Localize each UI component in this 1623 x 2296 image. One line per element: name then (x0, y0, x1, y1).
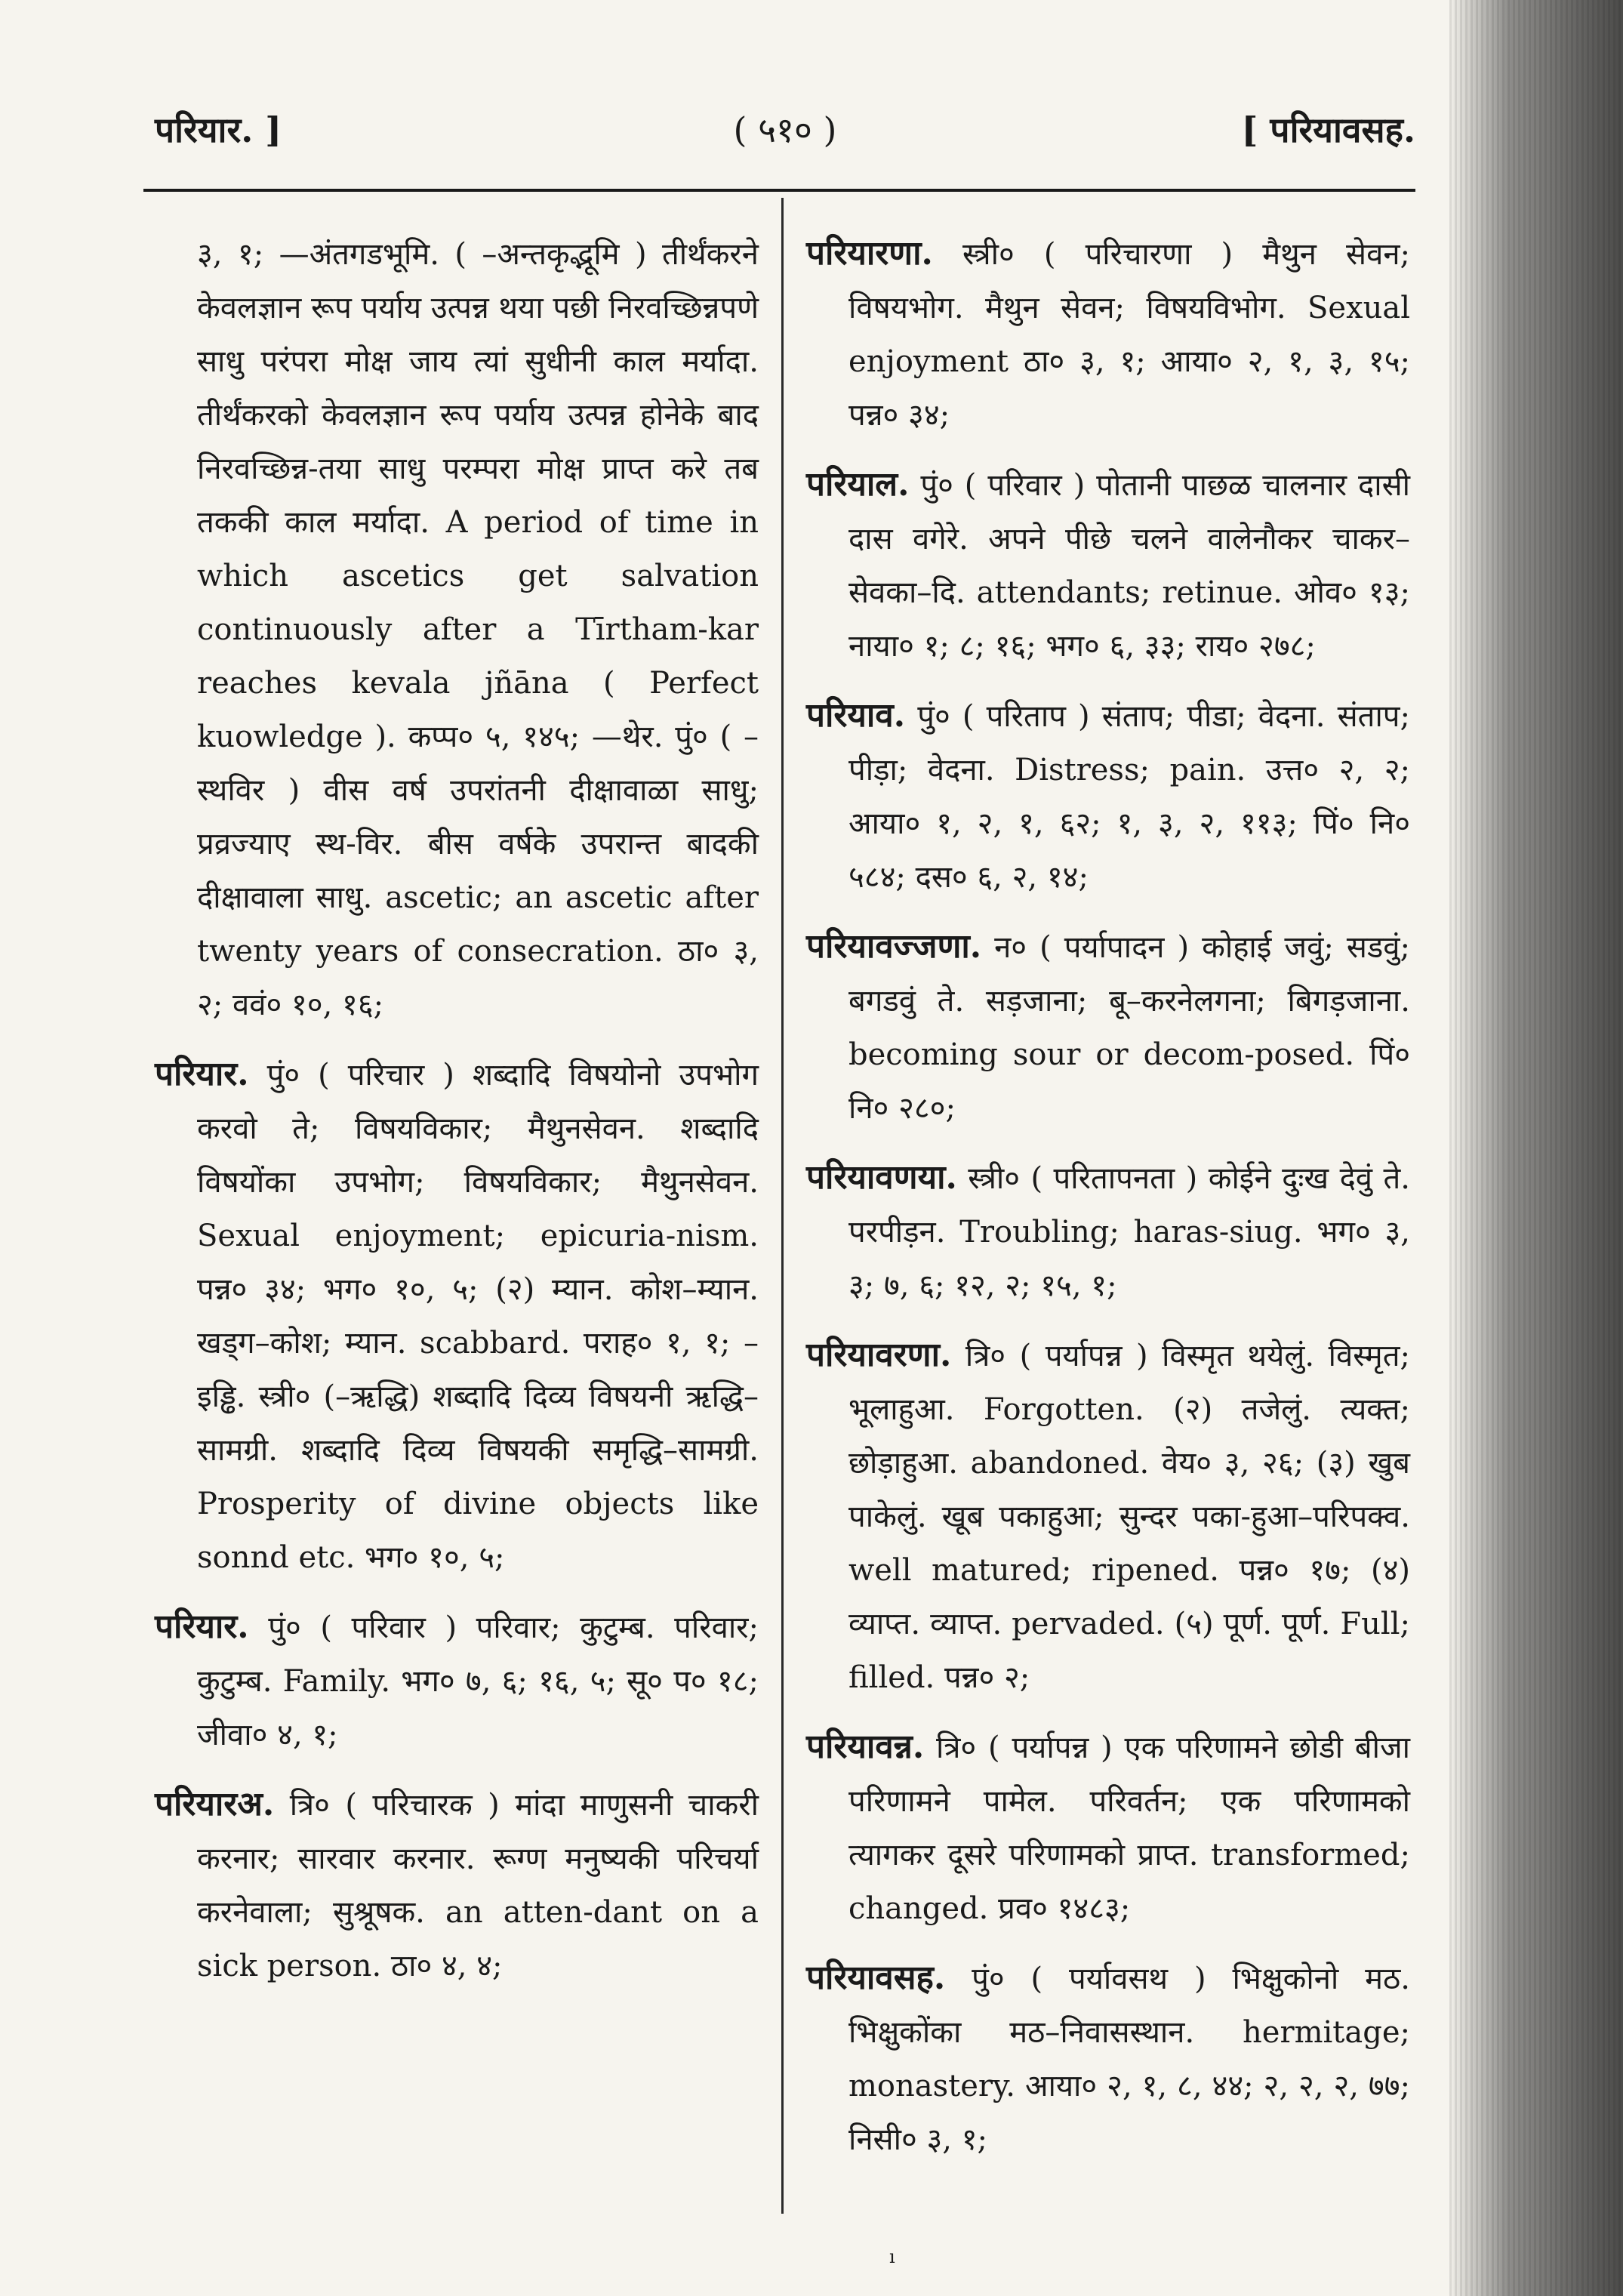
dictionary-entry (806, 227, 1410, 442)
dictionary-entry (806, 1951, 1410, 2167)
dictionary-entry (155, 227, 759, 1032)
entry-text: पुं० ( परिवार ) पोतानी पाछळ चालनार दासी दास वगेरे. अपने पीछे चलने वालेनौकर चाकर–सेवका–दि. attendants; retinue. ओव० १३; नाया० १; ८; १६; भग० ६, ३३; राय० २७८; (848, 468, 1410, 664)
entry-headword: परियावन्न. (806, 1727, 925, 1766)
dictionary-entry (806, 689, 1410, 905)
page-header (155, 106, 1415, 166)
entry-headword: परियार. (155, 1607, 249, 1646)
dictionary-entry (806, 1328, 1410, 1705)
header-rule (143, 189, 1415, 192)
entry-headword: परियारणा. (806, 234, 933, 273)
entry-text: न० ( पर्यापादन ) कोहाई जवुं; सडवुं; बगडवुं ते. सड़जाना; बू–करनेलगना; बिगड़जाना. becoming sour or decom-posed. पिं० नि० २८०; (848, 930, 1410, 1126)
dictionary-entry (155, 1777, 759, 1993)
entry-text: त्रि० ( पर्यापन्न ) एक परिणामने छोडी बीजा परिणामने पामेल. परिवर्तन; एक परिणामको त्यागकर दूसरे परिणामको प्राप्त. transformed; changed. प्रव० १४८३; (848, 1730, 1410, 1926)
entry-headword: परियावज्जणा. (806, 927, 982, 966)
entry-text: स्त्री० ( परितापनता ) कोईने दुःख देवुं ते. परपीड़न. Troubling; haras-siug. भग० ३, ३; ७, ६; १२, २; १५, १; (848, 1161, 1411, 1303)
entry-headword: परियाव. (806, 696, 906, 735)
entry-headword: परियारअ. (155, 1785, 275, 1823)
entry-headword: परियाल. (806, 465, 910, 504)
entry-headword: परियार. (155, 1055, 249, 1093)
entry-text: पुं० ( परिताप ) संताप; पीडा; वेदना. संताप; पीड़ा; वेदना. Distress; pain. उत्त० २, २; आया० १, २, १, ६२; १, ३, २, ११३; पिं० नि० ५८४; दस० ६, २, १४; (848, 699, 1410, 895)
dictionary-entry (155, 1600, 759, 1762)
entry-text: पुं० ( परिचार ) शब्दादि विषयोनो उपभोग करवो ते; विषयविकार; मैथुनसेवन. शब्दादि विषयोंका उपभोग; विषयविकार; मैथुनसेवन. Sexual enjoyment; epicuria-nism. पन्न० ३४; भग० १०, ५; (२) म्यान. कोश–म्यान. खड्ग–कोश; म्यान. scabbard. पराह० १, १; –इड्ढि. स्त्री० (–ऋद्धि) शब्दादि दिव्य विषयनी ऋद्धि–सामग्री. शब्दादि दिव्य विषयकी समृद्धि–सामग्री. Prosperity of divine objects like sonnd etc. भग० १०, ५; (197, 1058, 759, 1575)
dictionary-entry (806, 920, 1410, 1136)
left-column (155, 227, 759, 2008)
dictionary-entry (806, 1151, 1410, 1313)
dictionary-entry (806, 1720, 1410, 1936)
right-column (806, 227, 1410, 2182)
entry-text: त्रि० ( पर्यापन्न ) विस्मृत थयेलुं. विस्मृत; भूलाहुआ. Forgotten. (२) तजेलुं. त्यक्त; छोड़ाहुआ. abandoned. वेय० ३, २६; (३) खुब पाकेलुं. खूब पकाहुआ; सुन्दर पका-हुआ–परिपक्व. well matured; ripened. पन्न० १७; (४) व्याप्त. व्याप्त. pervaded. (५) पूर्ण. पूर्ण. Full; filled. पन्न० २; (848, 1339, 1411, 1695)
column-divider (781, 198, 784, 2214)
entry-text: स्त्री० ( परिचारणा ) मैथुन सेवन; विषयभोग. मैथुन सेवन; विषयविभोग. Sexual enjoyment ठा० ३, १; आया० २, १, ३, १५; पन्न० ३४; (848, 237, 1411, 433)
page-number: ( ५१० ) (733, 109, 837, 150)
running-head-left: परियार. ] (155, 109, 282, 150)
entry-text: पुं० ( परिवार ) परिवार; कुटुम्ब. परिवार; कुटुम्ब. Family. भग० ७, ६; १६, ५; सू० प० १८; जीवा० ४, १; (197, 1610, 759, 1752)
scan-shadow-edge (1449, 0, 1623, 2296)
entry-text: ३, १; —अंतगडभूमि. ( –अन्तकृद्भूमि ) तीर्थंकरने केवलज्ञान रूप पर्याय उत्पन्न थया पछी निरवच्छिन्नपणे साधु परंपरा मोक्ष जाय त्यां सुधीनी काल मर्यादा. तीर्थंकरको केवलज्ञान रूप पर्याय उत्पन्न होनेके बाद निरवच्छिन्न-तया साधु परम्परा मोक्ष प्राप्त करे तब तककी काल मर्यादा. A period of time in which ascetics get salvation continuously after a Tīrtham-kar reaches kevala jñāna ( Perfect kuowledge ). कप्प० ५, १४५; —थेर. पुं० ( –स्थविर ) वीस वर्ष उपरांतनी दीक्षावाळा साधु; प्रव्रज्याए स्थ-विर. बीस वर्षके उपरान्त बादकी दीक्षावाला साधु. ascetic; an ascetic after twenty years of consecration. ठा० ३, २; ववं० १०, १६; (197, 237, 759, 1022)
entry-headword: परियावरणा. (806, 1336, 952, 1374)
dictionary-entry (806, 458, 1410, 673)
dictionary-entry (155, 1047, 759, 1585)
entry-text: त्रि० ( परिचारक ) मांदा माणुसनी चाकरी करनार; सारवार करनार. रूग्ण मनुष्यकी परिचर्या करनेवाला; सुश्रूषक. an atten-dant on a sick person. ठा० ४, ४; (197, 1788, 759, 1983)
bottom-mark: ı (889, 2246, 895, 2267)
entry-headword: परियावणया. (806, 1158, 957, 1197)
entry-text: पुं० ( पर्यावसथ ) भिक्षुकोनो मठ. भिक्षुकोंका मठ–निवासस्थान. hermitage; monastery. आया० २, १, ८, ४४; २, २, २, ७७; निसी० ३, १; (848, 1962, 1411, 2157)
entry-headword: परियावसह. (806, 1959, 946, 1997)
running-head-right: [ परियावसह. (1241, 109, 1415, 150)
